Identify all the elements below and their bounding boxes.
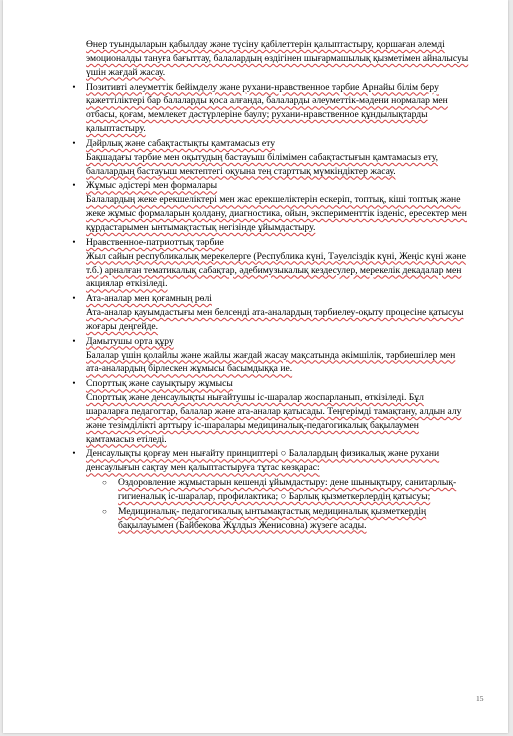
list-item-heading: Ата-аналар мен қоғамның рөлі — [86, 293, 212, 305]
circle-bullet-icon: ○ — [102, 478, 107, 488]
page-number: 15 — [476, 694, 484, 703]
sub-list-item-text: Оздоровление жұмыстарын кешенді ұйымдастыру: дене шынықтыру, санитарлық-гигиеналық іс-шаралар, профилактика; ○ Барлық қызметкерлердің қатысуы; — [118, 477, 457, 502]
page-content — [69, 38, 469, 534]
list-item-body: Балалар үшін қолайлы және жайлы жағдай жасау мақсатында әкімшілік, тәрбиешілер мен ата-аналардың бірлескен жұмысы басымдыққа ие. — [86, 349, 456, 375]
sub-list-item — [69, 476, 469, 504]
list-item-body: Ата-аналар қауымдастығы мен белсенді ата-аналардың тәрбиелеу-оқыту процесіне қатысуы жоғары деңгейде. — [86, 307, 464, 332]
list-item — [69, 335, 469, 377]
bullet-icon: • — [72, 335, 76, 346]
list-item-heading: Нравственное-патриоттық тәрбие — [86, 236, 224, 248]
list-item — [69, 292, 469, 334]
bullet-icon: • — [72, 137, 76, 148]
list-item-heading: Денсаулықты қорғау мен нығайту принциптері ○ Балалардың физикалық және рухани денсаулығын сақтау мен қалыптастыруға тұтас көзқарас: — [86, 448, 440, 474]
list-item-body: Жыл сайын республикалық мерекелерге (Республика күні, Тәуелсіздік күні, Жеңіс күні және т.б.) арналған тематикалық сабақтар, әдебимузыкалық кездесулер, мерекелік декадалар мен акциялар өткізіледі. — [86, 250, 466, 290]
lead-paragraph: Өнер туындыларын қабылдау және түсіну қабілеттерін қалыптастыру, қоршаған әлемді эмоционалды тануға бағыттау, балалардың өздігінен шығармашылық қызметімен айналысуы үшін жағдай жасау. — [86, 39, 469, 78]
sub-list-item-text: Медициналық- педагогикалық ынтымақтастық медициналық қызметкердің бақылауымен (Байбекова Жұлдыз Женисовна) жүзеге асады. — [118, 505, 427, 531]
list-item — [69, 236, 469, 291]
list-item — [69, 377, 469, 446]
bullet-icon: • — [72, 236, 76, 247]
bullet-icon: • — [72, 293, 76, 304]
circle-bullet-icon: ○ — [102, 506, 107, 516]
list-item — [69, 81, 469, 136]
bullet-icon: • — [72, 448, 76, 459]
list-item-heading: Позитивті әлеуметтік бейімделу және рухани-нравственное тәрбие Арнайы білім беру қажеттіліктері бар балаларды қоса алғанда, балаларды әлеуметтік-мәдени нормалар мен отбасы, қоғам, мемлекет дәстүрлеріне баулу; рухани-нравственное құндылықтарды қалыптастыру. — [86, 81, 448, 135]
list-item-heading: Спорттық және сауықтыру жұмысы — [86, 378, 233, 390]
bullet-icon: • — [72, 180, 76, 191]
list-item-heading: Дамытушы орта құру — [86, 335, 174, 347]
sub-list-item — [69, 505, 469, 533]
list-item-heading: Дәйрлық және сабақтастықты қамтамасыз ету — [86, 137, 276, 149]
list-item-heading: Жұмыс әдістері мен формалары — [86, 180, 218, 192]
bullet-icon: • — [72, 378, 76, 389]
list-item — [69, 179, 469, 234]
list-item-body: Бақшадағы тәрбие мен оқытудың бастауыш білімімен сабақтастығын қамтамасыз ету, балалардың бастауыш мектептегі оқуына тең старттық мүмкіндіктер жасау. — [86, 151, 438, 177]
bullet-icon: • — [72, 81, 76, 92]
list-item-body: Спорттық және денсаулықты нығайтушы іс-шаралар жоспарланып, өткізіледі. Бұл шараларға педагогтар, балалар және ата-аналар қатысады. Теңгерімді тамақтану, алдын алу және тезімділікті арттыру іс-шаралары медициналық-педагогикалық бақылаумен қамтамасыз етіледі. — [86, 392, 462, 445]
list-item — [69, 137, 469, 179]
list-item-body: Балалардың жеке ерекшеліктері мен жас ерекшеліктерін ескеріп, топтық, кіші топтық және жеке жұмыс формаларын қолдану, диагностика, ойын, эксперименттік ізденіс, ересектер мен құрдастарымен ынтымақтастық негізінде ұйымдастыру. — [86, 194, 467, 233]
list-item — [69, 447, 469, 475]
document-page — [3, 0, 508, 733]
